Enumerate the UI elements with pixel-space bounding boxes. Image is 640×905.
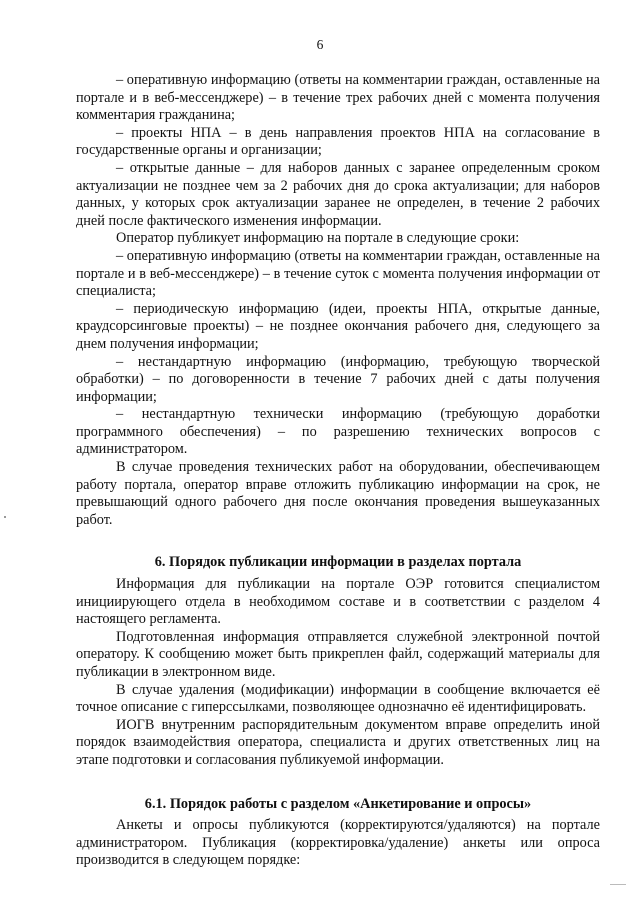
paragraph: Анкеты и опросы публикуются (корректируются/удаляются) на портале администратором. Публикация (корректировка/удаление) анкеты или опроса производится в следующем порядке: — [76, 817, 600, 869]
paragraph: Подготовленная информация отправляется служебной электронной почтой оператору. К сообщению может быть прикреплен файл, содержащий материалы для публикации в электронном виде. — [76, 628, 600, 680]
paragraph: – оперативную информацию (ответы на комментарии граждан, оставленные на портале и в веб-мессенджере) – в течение трех рабочих дней с момента получения комментария гражданина; — [76, 72, 600, 124]
paragraph: – периодическую информацию (идеи, проекты НПА, открытые данные, краудсорсинговые проекты) – не позднее окончания рабочего дня, следующего за днем получения информации; — [76, 300, 600, 352]
paragraph: Оператор публикует информацию на портале в следующие сроки: — [116, 230, 520, 247]
page-number: 6 — [316, 37, 324, 52]
paragraph: – оперативную информацию (ответы на комментарии граждан, оставленные на портале и в веб-мессенджере) – в течение суток с момента получения информации от специалиста; — [76, 247, 600, 300]
section-heading: 6. Порядок публикации информации в разделах портала — [154, 554, 522, 571]
document-body — [76, 72, 600, 870]
subsection-heading: 6.1. Порядок работы с разделом «Анкетирование и опросы» — [144, 795, 532, 812]
paragraph: Информация для публикации на портале ОЭР готовится специалистом инициирующего отдела в необходимом составе и в соответствии с разделом 4 настоящего регламента. — [76, 576, 600, 628]
scan-dot — [4, 516, 6, 518]
paragraph: ИОГВ внутренним распорядительным документом вправе определить иной порядок взаимодействия оператора, специалиста и других ответственных лиц на этапе подготовки и согласования публикуемой информации. — [76, 716, 600, 768]
paragraph: – нестандартную технически информацию (требующую доработки программного обеспечения) – по разрешению технических вопросов с администратором. — [76, 406, 600, 458]
paragraph: В случае проведения технических работ на оборудовании, обеспечивающем работу портала, оператор вправе отложить публикацию информации на срок, не превышающий одного рабочего дня после окончания проведения вышеуказанных работ. — [76, 459, 600, 528]
paragraph: В случае удаления (модификации) информации в сообщение включается её точное описание с гиперссылками, позволяющее однозначно её идентифицировать. — [76, 681, 600, 716]
scan-mark — [610, 884, 626, 885]
paragraph: – проекты НПА – в день направления проектов НПА на согласование в государственные органы и организации; — [76, 124, 600, 159]
paragraph: – открытые данные – для наборов данных с заранее определенным сроком актуализации не позднее чем за 2 рабочих дня до срока актуализации; для наборов данных, у которых срок актуализации заранее не определен, в течение 2 рабочих дней после фактического изменения информации. — [76, 159, 600, 229]
paragraph: – нестандартную информацию (информацию, требующую творческой обработки) – по договоренности в течение 7 рабочих дней с даты получения информации; — [76, 353, 600, 405]
